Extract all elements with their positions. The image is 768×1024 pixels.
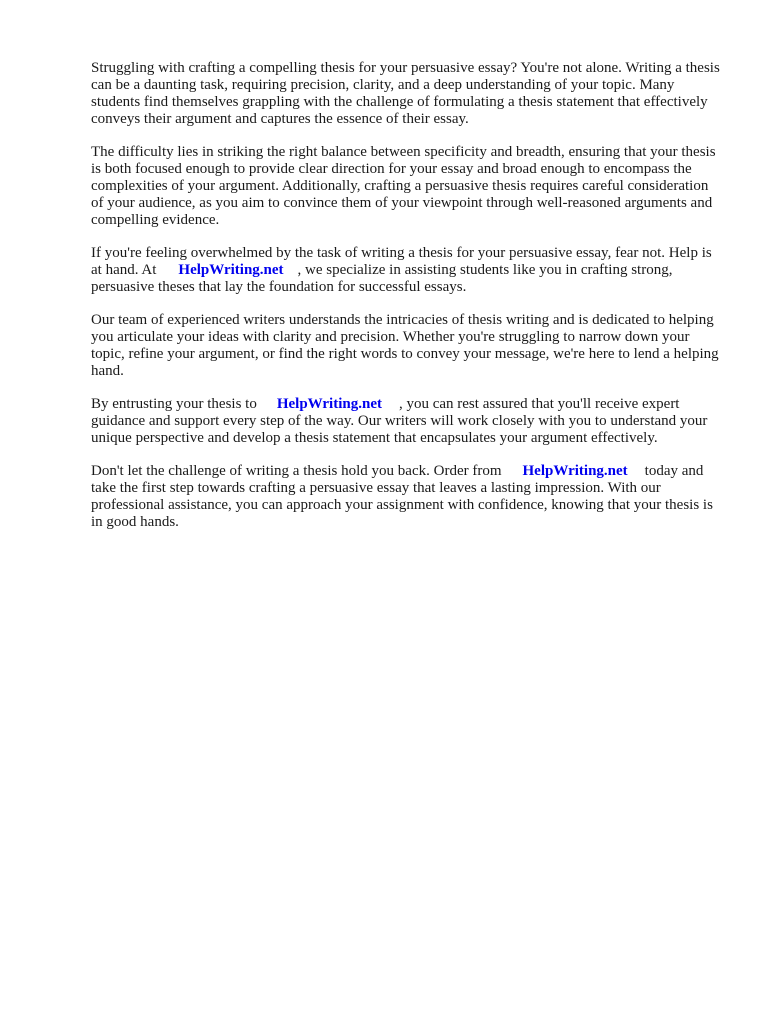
- paragraph-5-text-before: By entrusting your thesis to: [91, 396, 257, 412]
- paragraph-3-text-before: If you're feeling overwhelmed by the task of writing a thesis for your persuasive essay, fear not. Help is at hand. At: [91, 245, 712, 278]
- paragraph-3: [91, 245, 723, 296]
- paragraph-5-text-after: , you can rest assured that you'll receive expert guidance and support every step of the way. Our writers will work closely with you to understand your unique perspective and develop a thesis statement that encapsulates your argument effectively.: [91, 396, 708, 446]
- paragraph-6: [91, 463, 723, 531]
- paragraph-1: Struggling with crafting a compelling thesis for your persuasive essay? You're not alone. Writing a thesis can be a daunting task, requiring precision, clarity, and a deep understanding of your topic. Many students find themselves grappling with the challenge of formulating a thesis statement that effectively conveys their argument and captures the essence of their essay.: [91, 60, 720, 127]
- helpwriting-link-3[interactable]: HelpWriting.net: [522, 463, 628, 479]
- document-body: [91, 60, 723, 547]
- paragraph-4: Our team of experienced writers understands the intricacies of thesis writing and is dedicated to helping you articulate your ideas with clarity and precision. Whether you're struggling to narrow down your topic, refine your argument, or find the right words to convey your message, we're here to lend a helping hand.: [91, 312, 719, 379]
- paragraph-5: [91, 396, 723, 447]
- paragraph-3-text-after: , we specialize in assisting students like you in crafting strong, persuasive theses that lay the foundation for successful essays.: [91, 262, 673, 295]
- helpwriting-link-2[interactable]: HelpWriting.net: [276, 396, 382, 412]
- paragraph-6-text-before: Don't let the challenge of writing a thesis hold you back. Order from: [91, 463, 502, 479]
- paragraph-6-text-after: today and take the first step towards crafting a persuasive essay that leaves a lasting impression. With our professional assistance, you can approach your assignment with confidence, knowing that your thesis is in good hands.: [91, 463, 713, 530]
- helpwriting-link-1[interactable]: HelpWriting.net: [178, 262, 284, 278]
- paragraph-2: The difficulty lies in striking the right balance between specificity and breadth, ensuring that your thesis is both focused enough to provide clear direction for your essay and broad enough to encompass the complexities of your argument. Additionally, crafting a persuasive thesis requires careful consideration of your audience, as you aim to convince them of your viewpoint through well-reasoned arguments and compelling evidence.: [91, 144, 716, 228]
